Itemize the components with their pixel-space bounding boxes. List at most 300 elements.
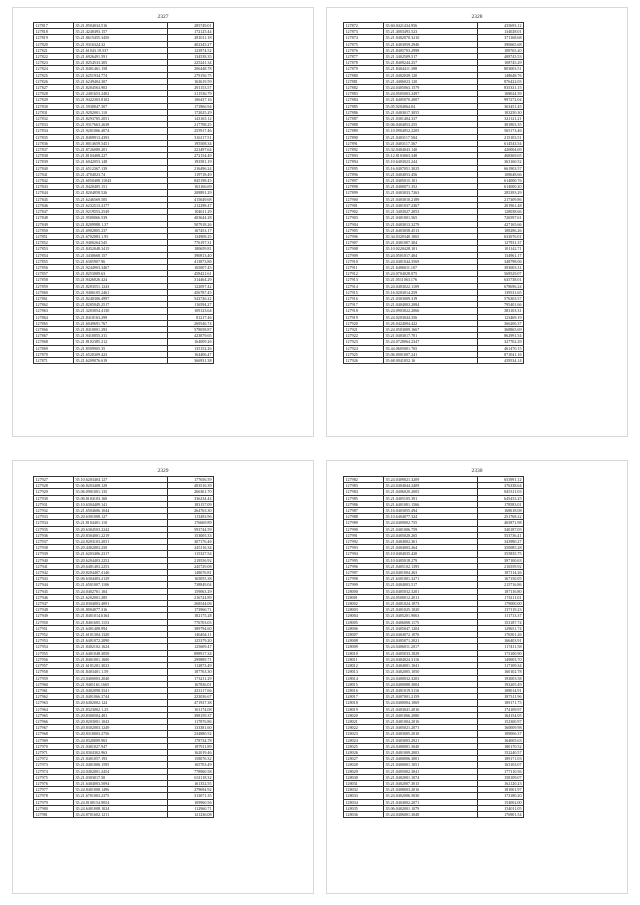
row-id-cell: 127833 xyxy=(34,122,74,128)
row-id-cell: 127837 xyxy=(34,147,74,153)
row-amount-cell: 225241.34 xyxy=(168,60,214,66)
row-amount-cell: 153005.33 xyxy=(168,532,214,538)
row-code-cell: 35.21.0403017.3055 xyxy=(384,109,478,115)
row-id-cell: 128031 xyxy=(344,780,384,786)
row-code-cell: 35.21.6702083.1.95 xyxy=(74,233,168,239)
row-code-cell: 35.21.0403017.701 xyxy=(384,333,478,339)
row-code-cell: 35.21.0301404.337 xyxy=(384,116,478,122)
row-amount-cell: 163619.59 xyxy=(168,78,214,84)
row-id-cell: 127861 xyxy=(34,295,74,301)
row-amount-cell: 162019.46 xyxy=(168,749,214,755)
row-amount-cell: 172125.44 xyxy=(168,29,214,35)
row-amount-cell: 104611.29 xyxy=(168,209,214,215)
row-amount-cell: 397100.63 xyxy=(478,557,524,563)
row-id-cell: 127977 xyxy=(34,787,74,793)
row-id-cell: 127822 xyxy=(34,54,74,60)
row-id-cell: 127869 xyxy=(34,345,74,351)
row-id-cell: 127857 xyxy=(34,271,74,277)
row-id-cell: 127924 xyxy=(344,345,384,351)
row-amount-cell: 217309.86 xyxy=(478,196,524,202)
row-code-cell: 35.21.8254533.305 xyxy=(74,60,168,66)
row-code-cell: 35.21.0404001.1041 xyxy=(384,663,478,669)
row-code-cell: 35.01.8403401.1.59 xyxy=(74,669,168,675)
row-code-cell: 35.06.0402001.1079 xyxy=(384,805,478,811)
row-id-cell: 127898 xyxy=(344,184,384,190)
row-id-cell: 127855 xyxy=(34,258,74,264)
row-id-cell: 127883 xyxy=(344,91,384,97)
row-amount-cell: 164005.63 xyxy=(478,737,524,743)
row-amount-cell: 181001.97 xyxy=(478,787,524,793)
row-amount-cell: 116594.27 xyxy=(168,302,214,308)
row-code-cell: 35.21.0401027.947 xyxy=(74,743,168,749)
row-code-cell: 35.21.0403003.2021 xyxy=(384,737,478,743)
row-id-cell: 127868 xyxy=(34,339,74,345)
row-id-cell: 127859 xyxy=(34,283,74,289)
row-code-cell: 35.21.4240493.157 xyxy=(74,29,168,35)
row-code-cell: 35.24.8401008.1496 xyxy=(74,787,168,793)
row-id-cell: 127961 xyxy=(34,687,74,693)
row-amount-cell: 576303.57 xyxy=(478,295,524,301)
row-amount-cell: 413873.86 xyxy=(168,258,214,264)
row-code-cell: 35.10.0404035.420 xyxy=(384,551,478,557)
row-code-cell: 35.21.3430668.157 xyxy=(74,252,168,258)
row-code-cell: 35.21.6401048.3050 xyxy=(74,650,168,656)
row-code-cell: 35.24.0400001.3040 xyxy=(384,743,478,749)
row-id-cell: 127918 xyxy=(344,308,384,314)
table-row xyxy=(34,811,214,817)
row-amount-cell: 108745.29 xyxy=(478,60,524,66)
row-amount-cell: 165007.45 xyxy=(168,264,214,270)
row-id-cell: 127846 xyxy=(34,202,74,208)
row-code-cell: 35.21.0402005.1050 xyxy=(384,669,478,675)
row-code-cell: 35.24.8304003.4091 xyxy=(74,601,168,607)
row-code-cell: 35.24.0402761.104 xyxy=(74,588,168,594)
row-amount-cell: 778960.58 xyxy=(168,768,214,774)
row-amount-cell: 201961.48 xyxy=(478,202,524,208)
row-code-cell: 35.10.0405018.279 xyxy=(384,557,478,563)
row-code-cell: 35.20.4402003.250 xyxy=(74,545,168,551)
row-amount-cell: 631118.32 xyxy=(168,774,214,780)
row-amount-cell: 179000.00 xyxy=(478,601,524,607)
row-amount-cell: 112960.71 xyxy=(168,805,214,811)
row-amount-cell: 163103.07 xyxy=(478,762,524,768)
row-amount-cell: 435693.12 xyxy=(478,23,524,29)
row-amount-cell: 408743.53 xyxy=(478,54,524,60)
row-amount-cell: 368865.69 xyxy=(478,326,524,332)
row-id-cell: 127954 xyxy=(34,644,74,650)
row-amount-cell: 206448.78 xyxy=(168,66,214,72)
row-amount-cell: 366931.38 xyxy=(168,357,214,363)
row-code-cell: 35.21.8504034.516 xyxy=(74,23,168,29)
row-code-cell: 35.21.9316324.32 xyxy=(74,41,168,47)
row-id-cell: 127839 xyxy=(34,159,74,165)
row-id-cell: 127823 xyxy=(34,60,74,66)
row-code-cell: 35.24.0400004.1069 xyxy=(384,700,478,706)
row-code-cell: 35.21.9426026.424 xyxy=(74,277,168,283)
data-table xyxy=(33,22,214,364)
row-id-cell: 127998 xyxy=(344,576,384,582)
row-code-cell: 35.21.4003493.523 xyxy=(384,29,478,35)
row-id-cell: 127873 xyxy=(344,29,384,35)
row-amount-cell: 776197.31 xyxy=(168,240,214,246)
row-amount-cell: 661903.57 xyxy=(478,165,524,171)
row-id-cell: 127870 xyxy=(34,351,74,357)
row-amount-cell: 158109.07 xyxy=(478,774,524,780)
row-id-cell: 127939 xyxy=(34,551,74,557)
row-id-cell: 127986 xyxy=(344,501,384,507)
row-amount-cell: 168618.08 xyxy=(478,508,524,514)
row-code-cell: 35.21.2401653.2402 xyxy=(74,91,168,97)
row-amount-cell: 154002.00 xyxy=(478,799,524,805)
page-number: 2327 xyxy=(157,14,169,20)
row-code-cell: 35.21.6504606.1044 xyxy=(74,508,168,514)
row-code-cell: 35.21.0406020.2005 xyxy=(384,489,478,495)
row-amount-cell: 653991.12 xyxy=(478,477,524,483)
row-amount-cell: 111713.37 xyxy=(478,613,524,619)
row-code-cell: 35.21.3203054.4130 xyxy=(74,308,168,314)
row-id-cell: 127817 xyxy=(34,23,74,29)
row-id-cell: 127829 xyxy=(34,97,74,103)
row-code-cell: 35.21.6902805.237 xyxy=(74,227,168,233)
row-code-cell: 35.21.6050408.11043 xyxy=(74,178,168,184)
row-id-cell: 127853 xyxy=(34,246,74,252)
row-amount-cell: 106437.16 xyxy=(168,97,214,103)
row-amount-cell: 103250.30 xyxy=(478,109,524,115)
row-amount-cell: 129651.74 xyxy=(478,625,524,631)
row-amount-cell: 152240.57 xyxy=(478,749,524,755)
row-amount-cell: 871041.16 xyxy=(478,351,524,357)
row-code-cell: 35.21.8410001.293 xyxy=(74,326,168,332)
row-id-cell: 127974 xyxy=(34,768,74,774)
row-amount-cell: 193003.58 xyxy=(478,675,524,681)
row-id-cell: 127860 xyxy=(34,289,74,295)
row-amount-cell: 167150.05 xyxy=(478,576,524,582)
row-id-cell: 127842 xyxy=(34,178,74,184)
row-amount-cell: 363451.45 xyxy=(478,103,524,109)
row-amount-cell: 108286.26 xyxy=(478,227,524,233)
row-id-cell: 127997 xyxy=(344,570,384,576)
row-amount-cell: 177110.56 xyxy=(478,768,524,774)
row-code-cell: 35.21.0401004.2016 xyxy=(384,718,478,724)
row-id-cell: 127847 xyxy=(34,209,74,215)
row-amount-cell: 215716.86 xyxy=(478,582,524,588)
row-amount-cell: 216559.92 xyxy=(478,563,524,569)
row-amount-cell: 738849.04 xyxy=(168,582,214,588)
row-amount-cell: 154011.05 xyxy=(478,805,524,811)
row-code-cell: 35.06.0901001.135 xyxy=(74,489,168,495)
row-amount-cell: 355835.75 xyxy=(478,551,524,557)
row-amount-cell: 415649.68 xyxy=(168,196,214,202)
row-id-cell: 127982 xyxy=(344,477,384,483)
row-code-cell: 35.21.6404003.5094 xyxy=(74,780,168,786)
row-amount-cell: 134028.01 xyxy=(478,29,524,35)
row-id-cell: 127980 xyxy=(34,805,74,811)
row-id-cell: 127958 xyxy=(34,669,74,675)
row-amount-cell: 193581.19 xyxy=(168,159,214,165)
row-amount-cell: 376338.64 xyxy=(478,483,524,489)
row-amount-cell: 383103.31 xyxy=(478,308,524,314)
row-code-cell: 35.21.8401001.1600 xyxy=(74,656,168,662)
row-code-cell: 35.21.0404003.2084 xyxy=(384,302,478,308)
row-code-cell: 35.21.0404002.361 xyxy=(384,539,478,545)
row-amount-cell: 101142.71 xyxy=(478,246,524,252)
row-id-cell: 127992 xyxy=(344,539,384,545)
row-id-cell: 127975 xyxy=(34,774,74,780)
row-id-cell: 127904 xyxy=(344,221,384,227)
row-amount-cell: 195508.34 xyxy=(168,140,214,146)
row-code-cell: 35.21.0402007.3015 xyxy=(384,780,478,786)
row-id-cell: 127957 xyxy=(34,663,74,669)
row-code-cell: 35.21.6401408.994 xyxy=(74,625,168,631)
row-code-cell: 35.20.8300504.481 xyxy=(74,712,168,718)
row-code-cell: 35.21.0404003.517 xyxy=(384,582,478,588)
row-id-cell: 127988 xyxy=(344,514,384,520)
row-code-cell: 35.21.0403041.2016 xyxy=(384,706,478,712)
row-amount-cell: 173180.20 xyxy=(478,793,524,799)
row-code-cell: 35.21.4704023.74 xyxy=(74,171,168,177)
row-id-cell: 127821 xyxy=(34,47,74,53)
row-code-cell: 35.24.0500012.2011 xyxy=(384,594,478,600)
row-amount-cell: 167453.17 xyxy=(168,227,214,233)
row-code-cell: 35.21.0405033.1029 xyxy=(384,650,478,656)
row-code-cell: 35.21.6401072.2090 xyxy=(74,638,168,644)
row-id-cell: 127908 xyxy=(344,246,384,252)
row-amount-cell: 180659.81 xyxy=(168,246,214,252)
row-amount-cell: 439534.14 xyxy=(478,357,524,363)
row-code-cell: 35.24.0406001.3048 xyxy=(384,811,478,817)
row-amount-cell: 122097.42 xyxy=(168,283,214,289)
row-amount-cell: 348798.06 xyxy=(478,258,524,264)
row-code-cell: 35.21.0303009.319 xyxy=(384,295,478,301)
row-code-cell: 35.21.0401001.565 xyxy=(384,215,478,221)
row-id-cell: 127968 xyxy=(34,731,74,737)
row-id-cell: 128018 xyxy=(344,700,384,706)
row-id-cell: 127906 xyxy=(344,233,384,239)
row-amount-cell: 363160.52 xyxy=(478,159,524,165)
row-code-cell: 35.21.9317663.2638 xyxy=(74,122,168,128)
row-id-cell: 127990 xyxy=(344,526,384,532)
row-id-cell: 128026 xyxy=(344,749,384,755)
row-id-cell: 128025 xyxy=(344,743,384,749)
row-amount-cell: 343980.27 xyxy=(478,539,524,545)
row-id-cell: 127896 xyxy=(344,171,384,177)
row-amount-cell: 187114.26 xyxy=(478,570,524,576)
row-code-cell: 35.10.0904052.2205 xyxy=(384,128,478,134)
row-code-cell: 35.21.6049691.767 xyxy=(74,320,168,326)
row-id-cell: 127915 xyxy=(344,289,384,295)
row-code-cell: 35.21.6232513.4177 xyxy=(74,202,168,208)
row-amount-cell: 403516.39 xyxy=(168,483,214,489)
row-code-cell: 35.21.8615455.3450 xyxy=(74,35,168,41)
row-amount-cell: 125379.20 xyxy=(168,638,214,644)
row-code-cell: 35.24.0402006.5030 xyxy=(384,793,478,799)
row-id-cell: 127932 xyxy=(34,508,74,514)
row-code-cell: 35.21.8204858.526 xyxy=(74,190,168,196)
row-id-cell: 127845 xyxy=(34,196,74,202)
row-amount-cell: 172025.29 xyxy=(168,109,214,115)
row-id-cell: 127826 xyxy=(34,78,74,84)
row-amount-cell: 390813.40 xyxy=(168,252,214,258)
row-amount-cell: 269546.74 xyxy=(168,320,214,326)
row-code-cell: 35.21.0303017.50 xyxy=(74,774,168,780)
row-code-cell: 35.21.0407001.2159 xyxy=(384,694,478,700)
row-code-cell: 35.21.0401019.3116 xyxy=(384,687,478,693)
row-code-cell: 35.21.8401057.193 xyxy=(74,756,168,762)
row-code-cell: 35.21.8405703.2998 xyxy=(384,47,478,53)
row-code-cell: 35.20.6304503.2242 xyxy=(74,526,168,532)
row-amount-cell: 183157.09 xyxy=(168,501,214,507)
row-code-cell: 35.21.0403013.3279 xyxy=(384,221,478,227)
row-code-cell: 35.21.0401006.759 xyxy=(384,526,478,532)
row-amount-cell: 336234.44 xyxy=(168,495,214,501)
row-id-cell: 127876 xyxy=(344,47,384,53)
row-code-cell: 35.20.6204403.2252 xyxy=(74,557,168,563)
row-code-cell: 35.21.8409913.4393 xyxy=(74,134,168,140)
row-id-cell: 127879 xyxy=(344,66,384,72)
row-id-cell: 127983 xyxy=(344,483,384,489)
row-code-cell: 35.21.9402070.3210 xyxy=(384,35,478,41)
table-row xyxy=(344,357,524,363)
row-code-cell: 35.24.0405063.1579 xyxy=(384,85,478,91)
page-number: 2329 xyxy=(157,468,169,474)
row-amount-cell: 291153.57 xyxy=(168,85,214,91)
row-id-cell: 127959 xyxy=(34,675,74,681)
row-code-cell: 35.24.0401044.3569 xyxy=(384,258,478,264)
row-code-cell: 35.24.0400088.3004 xyxy=(384,681,478,687)
row-amount-cell: 398159.37 xyxy=(168,712,214,718)
row-amount-cell: 148648.76 xyxy=(478,72,524,78)
row-amount-cell: 898917.34 xyxy=(168,650,214,656)
row-id-cell: 127991 xyxy=(344,532,384,538)
row-id-cell: 127900 xyxy=(344,196,384,202)
row-amount-cell: 371168.68 xyxy=(478,35,524,41)
row-id-cell: 127921 xyxy=(344,326,384,332)
row-id-cell: 127902 xyxy=(344,209,384,215)
row-code-cell: 35.24.0409021.3209 xyxy=(384,477,478,483)
row-amount-cell: 245116.34 xyxy=(168,545,214,551)
row-id-cell: 128003 xyxy=(344,607,384,613)
row-id-cell: 127856 xyxy=(34,264,74,270)
row-code-cell: 35.24.0503009.1667 xyxy=(384,326,478,332)
row-id-cell: 127931 xyxy=(34,501,74,507)
row-id-cell: 128009 xyxy=(344,644,384,650)
page-2327 xyxy=(12,7,314,437)
row-amount-cell: 423879.65 xyxy=(168,333,214,339)
row-amount-cell: 997272.04 xyxy=(478,97,524,103)
row-id-cell: 127942 xyxy=(34,570,74,576)
row-code-cell: 35.21.6512367.139 xyxy=(74,165,168,171)
row-code-cell: 35.21.0406008.1175 xyxy=(384,619,478,625)
row-id-cell: 127995 xyxy=(344,557,384,563)
row-code-cell: 35.21.9401161.1665 xyxy=(74,681,168,687)
row-id-cell: 127889 xyxy=(344,128,384,134)
row-code-cell: 35.10.6203404.127 xyxy=(74,477,168,483)
row-code-cell: 35.21.0403033.7263 xyxy=(384,190,478,196)
row-amount-cell: 381803.35 xyxy=(478,122,524,128)
row-amount-cell: 177656.59 xyxy=(168,477,214,483)
row-amount-cell: 164406.47 xyxy=(168,351,214,357)
row-code-cell: 35.21.0405201.9063 xyxy=(384,613,478,619)
row-code-cell: 35.21.0403010.2189 xyxy=(384,196,478,202)
row-code-cell: 35.21.0405021.2071 xyxy=(384,725,478,731)
data-table xyxy=(343,476,524,818)
row-amount-cell: 835331.15 xyxy=(478,85,524,91)
row-code-cell: 35.21.9406105.2461 xyxy=(74,289,168,295)
row-id-cell: 127966 xyxy=(34,718,74,724)
row-id-cell: 128027 xyxy=(344,756,384,762)
row-amount-cell: 255917.46 xyxy=(168,128,214,134)
row-id-cell: 127938 xyxy=(34,545,74,551)
row-code-cell: 35.24.0404072.1076 xyxy=(384,632,478,638)
row-id-cell: 128016 xyxy=(344,687,384,693)
row-id-cell: 127886 xyxy=(344,109,384,115)
row-amount-cell: 327702.29 xyxy=(478,339,524,345)
row-code-cell: 35.21.8401605.1153 xyxy=(74,619,168,625)
row-amount-cell: 133381.60 xyxy=(168,725,214,731)
row-code-cell: 35.21.9400264.545 xyxy=(74,240,168,246)
row-code-cell: 35.10.6404077.324 xyxy=(384,514,478,520)
row-code-cell: 35.24.8701602.1211 xyxy=(74,811,168,817)
row-amount-cell: 161352.55 xyxy=(168,780,214,786)
row-code-cell: 35.21.8410163.299 xyxy=(74,314,168,320)
row-code-cell: 35.21.6101304.1320 xyxy=(74,632,168,638)
row-id-cell: 127888 xyxy=(344,122,384,128)
row-id-cell: 127825 xyxy=(34,72,74,78)
row-id-cell: 127858 xyxy=(34,277,74,283)
row-id-cell: 128004 xyxy=(344,613,384,619)
row-amount-cell: 845311.03 xyxy=(478,489,524,495)
row-code-cell: 35.21.0404003.264 xyxy=(384,545,478,551)
row-id-cell: 127969 xyxy=(34,737,74,743)
row-id-cell: 127919 xyxy=(344,314,384,320)
row-id-cell: 127947 xyxy=(34,601,74,607)
row-amount-cell: 123974.52 xyxy=(168,47,214,53)
row-amount-cell: 115327.54 xyxy=(168,551,214,557)
row-amount-cell: 234880.52 xyxy=(168,731,214,737)
row-amount-cell: 461470.15 xyxy=(478,345,524,351)
row-amount-cell: 127931.37 xyxy=(478,240,524,246)
row-id-cell: 127865 xyxy=(34,320,74,326)
row-code-cell: 35.06.8203408.129 xyxy=(74,483,168,489)
row-id-cell: 127884 xyxy=(344,97,384,103)
row-id-cell: 127972 xyxy=(34,756,74,762)
row-id-cell: 127917 xyxy=(344,302,384,308)
row-amount-cell: 171866.94 xyxy=(168,103,214,109)
row-amount-cell: 266361.70 xyxy=(168,489,214,495)
row-code-cell: 35.24.0704028.075 xyxy=(384,271,478,277)
row-amount-cell: 578058.87 xyxy=(168,326,214,332)
row-code-cell: 35.21.6405070.2007 xyxy=(384,97,478,103)
row-id-cell: 127937 xyxy=(34,539,74,545)
row-code-cell: 35.24.0406011.2017 xyxy=(384,644,478,650)
row-code-cell: 35.21.6301001.3271 xyxy=(384,576,478,582)
row-id-cell: 127981 xyxy=(34,811,74,817)
row-id-cell: 127843 xyxy=(34,184,74,190)
row-code-cell: 35.44.0605001.765 xyxy=(384,345,478,351)
row-code-cell: 35.21.6520309.423 xyxy=(74,351,168,357)
row-code-cell: 35.24.0903022.2066 xyxy=(384,308,478,314)
row-id-cell: 128024 xyxy=(344,737,384,743)
row-code-cell: 35.21.8401014.6164 xyxy=(74,613,168,619)
row-code-cell: 35.21.8509905.35 xyxy=(74,345,168,351)
row-amount-cell: 553736.41 xyxy=(478,532,524,538)
row-id-cell: 127831 xyxy=(34,109,74,115)
row-id-cell: 127950 xyxy=(34,619,74,625)
row-code-cell: 35.21.6203406.2317 xyxy=(74,551,168,557)
row-id-cell: 127955 xyxy=(34,650,74,656)
row-id-cell: 128002 xyxy=(344,601,384,607)
row-id-cell: 127945 xyxy=(34,588,74,594)
